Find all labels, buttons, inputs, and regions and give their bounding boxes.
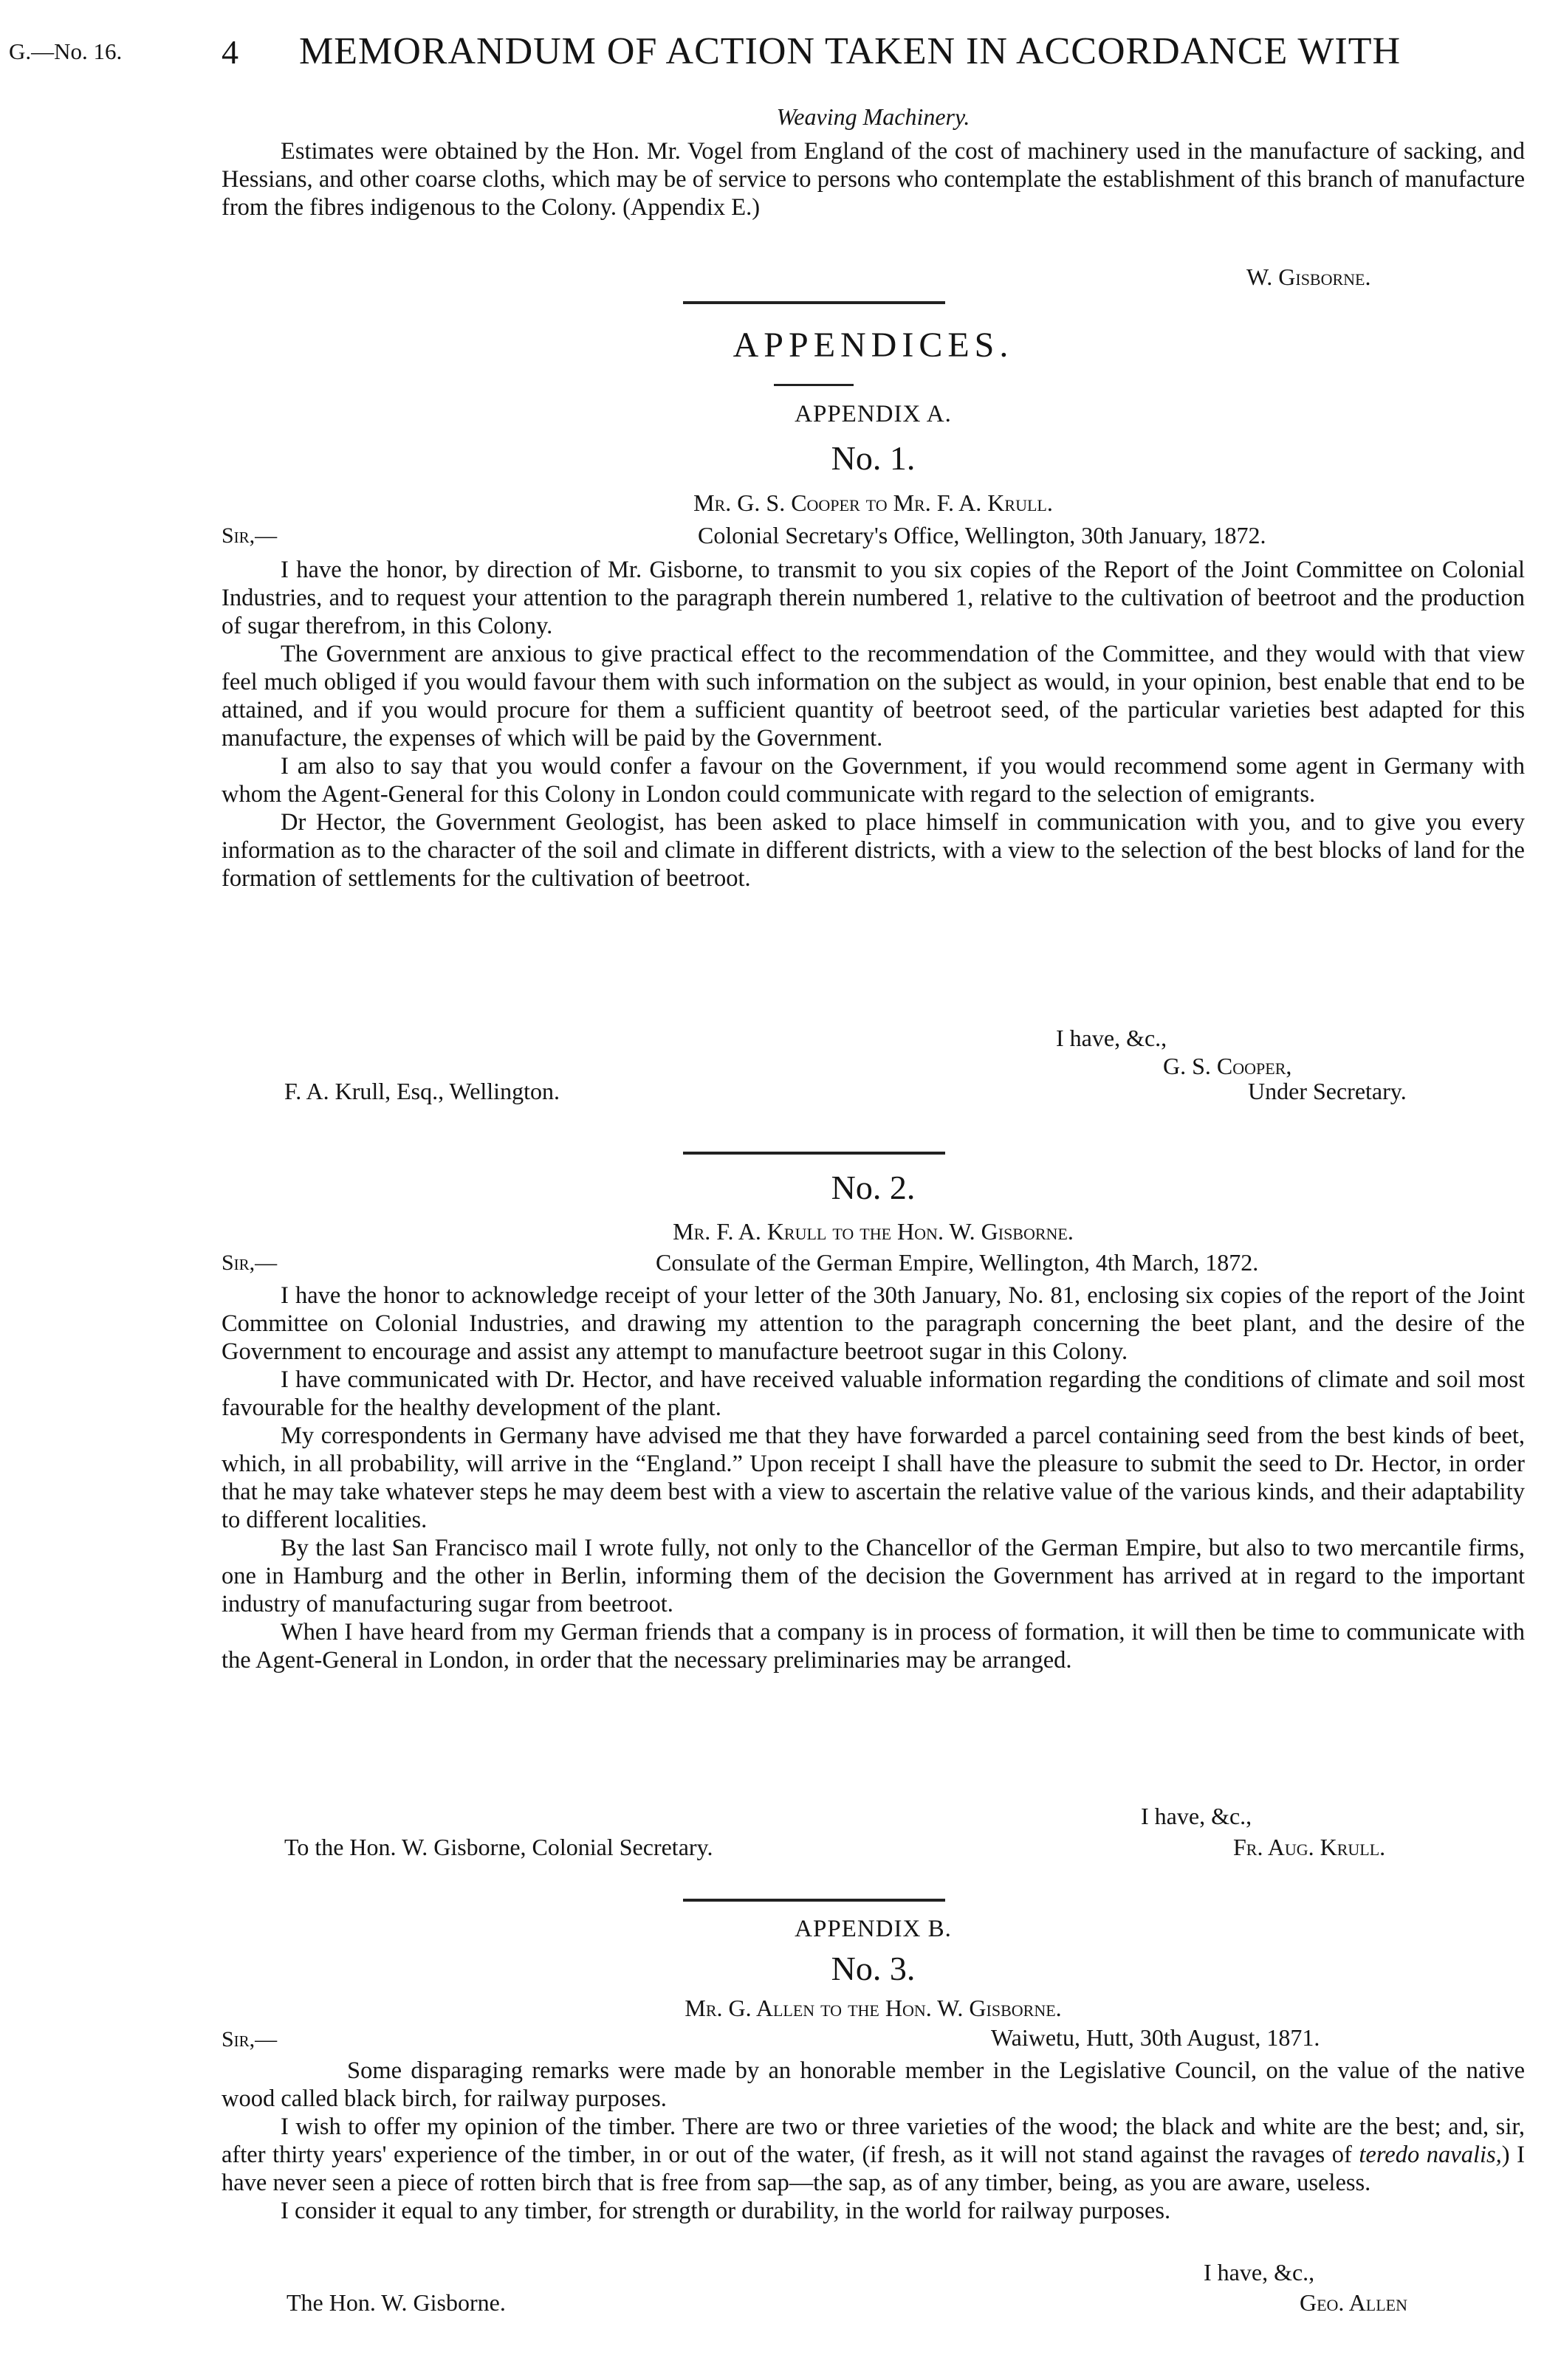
letter-2-body bbox=[222, 1282, 1525, 1674]
letter-1-signature-title: Under Secretary. bbox=[1248, 1078, 1407, 1104]
letter-3-number: No. 3. bbox=[831, 1950, 916, 1987]
letter-2-signature: Fr. Aug. Krull. bbox=[1233, 1834, 1386, 1860]
divider bbox=[683, 1152, 945, 1155]
letter-3-dateline: Waiwetu, Hutt, 30th August, 1871. bbox=[991, 2024, 1320, 2051]
document-reference: G.—No. 16. bbox=[9, 38, 123, 64]
letter-3-signature: Geo. Allen bbox=[1300, 2289, 1407, 2316]
letter-2-dateline: Consulate of the German Empire, Wellington, 4th March, 1872. bbox=[656, 1249, 1259, 1276]
section-heading-weaving: Weaving Machinery. bbox=[776, 103, 970, 130]
letter-1-dateline: Colonial Secretary's Office, Wellington, 30th January, 1872. bbox=[698, 522, 1266, 548]
letter-1-paragraph: The Government are anxious to give practical effect to the recommendation of the Committee, and they would with that view feel much obliged if you would favour them with such information on the subject as would, in your opinion, best enable that end to be attained, and if you would procure for them a sufficient quantity of beetroot seed, of the particular varieties best adapted for this manufacture, the expenses of which will be paid by the Government. bbox=[222, 641, 1525, 752]
letter-3-paragraph bbox=[222, 2113, 1525, 2197]
page-number: 4 bbox=[222, 33, 239, 71]
letter-1-paragraph: I am also to say that you would confer a favour on the Government, if you would recommend some agent in Germany with whom the Agent-General for this Colony in London could communicate with regard to the selection of emigrants. bbox=[222, 753, 1525, 808]
letter-2-paragraph: I have the honor to acknowledge receipt of your letter of the 30th January, No. 81, enclosing six copies of the report of the Joint Committee on Colonial Industries, and drawing my attention to the paragraph concerning the beet plant, and the desire of the Government to encourage and assist any attempt to manufacture beetroot sugar in this Colony. bbox=[222, 1282, 1525, 1365]
letter-2-salutation: Sir,— bbox=[222, 1251, 278, 1275]
appendix-b-heading: APPENDIX B. bbox=[795, 1916, 952, 1942]
letter-1-number: No. 1. bbox=[831, 439, 916, 477]
paragraph-text: I wish to offer my opinion of the timber. There are two or three varieties of the wood; the black and white are the best; and, sir, after thirty years' experience of the timber, in or out of the water, (if fresh, as it will not stand against the ravages of bbox=[222, 2114, 1525, 2168]
letter-1-signature-name: G. S. Cooper, bbox=[1163, 1053, 1292, 1079]
letter-1-addressee: F. A. Krull, Esq., Wellington. bbox=[284, 1078, 560, 1104]
appendices-title: APPENDICES. bbox=[733, 326, 1014, 365]
letter-3-paragraph: I consider it equal to any timber, for strength or durability, in the world for railway purposes. bbox=[281, 2198, 1171, 2224]
letter-1-body bbox=[222, 556, 1525, 892]
letter-2-paragraph: When I have heard from my German friends that a company is in process of formation, it will then be time to communicate with the Agent-General in London, in order that the necessary preliminaries may be arranged. bbox=[222, 1619, 1525, 1674]
species-name: teredo navalis, bbox=[1359, 2142, 1502, 2168]
letter-3-addressee: The Hon. W. Gisborne. bbox=[287, 2289, 506, 2316]
letter-2-number: No. 2. bbox=[831, 1169, 916, 1206]
letter-3-body bbox=[222, 2057, 1525, 2225]
letter-1-paragraph: Dr Hector, the Government Geologist, has been asked to place himself in communication with you, and to give you every information as to the character of the soil and climate in different districts, with a view to the selection of the best blocks of land for the formation of settlements for the cultivation of beetroot. bbox=[222, 809, 1525, 892]
page-title: MEMORANDUM OF ACTION TAKEN IN ACCORDANCE WITH bbox=[299, 30, 1402, 72]
paragraph-text: ) I have never seen a piece of rotten birch that is free from sap—the sap, as of any timber, being, as you are aware, useless. bbox=[222, 2142, 1526, 2196]
letter-2-paragraph: I have communicated with Dr. Hector, and have received valuable information regarding the conditions of climate and soil most favourable for the healthy development of the plant. bbox=[222, 1366, 1525, 1421]
letter-2-from-to: Mr. F. A. Krull to the Hon. W. Gisborne. bbox=[673, 1218, 1074, 1245]
letter-1-salutation: Sir,— bbox=[222, 523, 278, 548]
letter-1-closing: I have, &c., bbox=[1056, 1025, 1167, 1051]
weaving-section bbox=[222, 137, 1525, 221]
letter-2-closing: I have, &c., bbox=[1141, 1803, 1252, 1829]
letter-3-salutation: Sir,— bbox=[222, 2027, 278, 2051]
letter-3-paragraph: Some disparaging remarks were made by an honorable member in the Legislative Council, on the value of the native wood called black birch, for railway purposes. bbox=[222, 2057, 1525, 2112]
divider bbox=[683, 1899, 945, 1902]
letter-2-paragraph: My correspondents in Germany have advised me that they have forwarded a parcel containing seed from the best kinds of beet, which, in all probability, will arrive in the “England.” Upon receipt I shall have the pleasure to submit the seed to Dr. Hector, in order that he may take whatever steps he may deem best with a view to ascertain the relative value of the various kinds, and their adaptability to different localities. bbox=[222, 1423, 1525, 1533]
weaving-signature: W. Gisborne. bbox=[1246, 264, 1371, 290]
letter-3-closing: I have, &c., bbox=[1204, 2259, 1315, 2286]
letter-1-from-to: Mr. G. S. Cooper to Mr. F. A. Krull. bbox=[693, 489, 1053, 516]
appendix-a-heading: APPENDIX A. bbox=[795, 401, 952, 427]
letter-3-from-to: Mr. G. Allen to the Hon. W. Gisborne. bbox=[685, 1995, 1062, 2021]
letter-1-paragraph: I have the honor, by direction of Mr. Gisborne, to transmit to you six copies of the Report of the Joint Committee on Colonial Industries, and to request your attention to the paragraph therein numbered 1, relative to the cultivation of beetroot and the production of sugar therefrom, in this Colony. bbox=[222, 557, 1525, 639]
letter-2-paragraph: By the last San Francisco mail I wrote fully, not only to the Chancellor of the German Empire, but also to two mercantile firms, one in Hamburg and the other in Berlin, informing them of the decision the Government has arrived at in regard to the important industry of manufacturing sugar from beetroot. bbox=[222, 1535, 1525, 1617]
weaving-paragraph: Estimates were obtained by the Hon. Mr. Vogel from England of the cost of machinery used in the manufacture of sacking, and Hessians, and other coarse cloths, which may be of service to persons who contemplate the establishment of this branch of manufacture from the fibres indigenous to the Colony. (Appendix E.) bbox=[222, 138, 1525, 221]
divider bbox=[683, 301, 945, 304]
letter-2-addressee: To the Hon. W. Gisborne, Colonial Secretary. bbox=[284, 1834, 713, 1860]
divider bbox=[774, 384, 854, 386]
